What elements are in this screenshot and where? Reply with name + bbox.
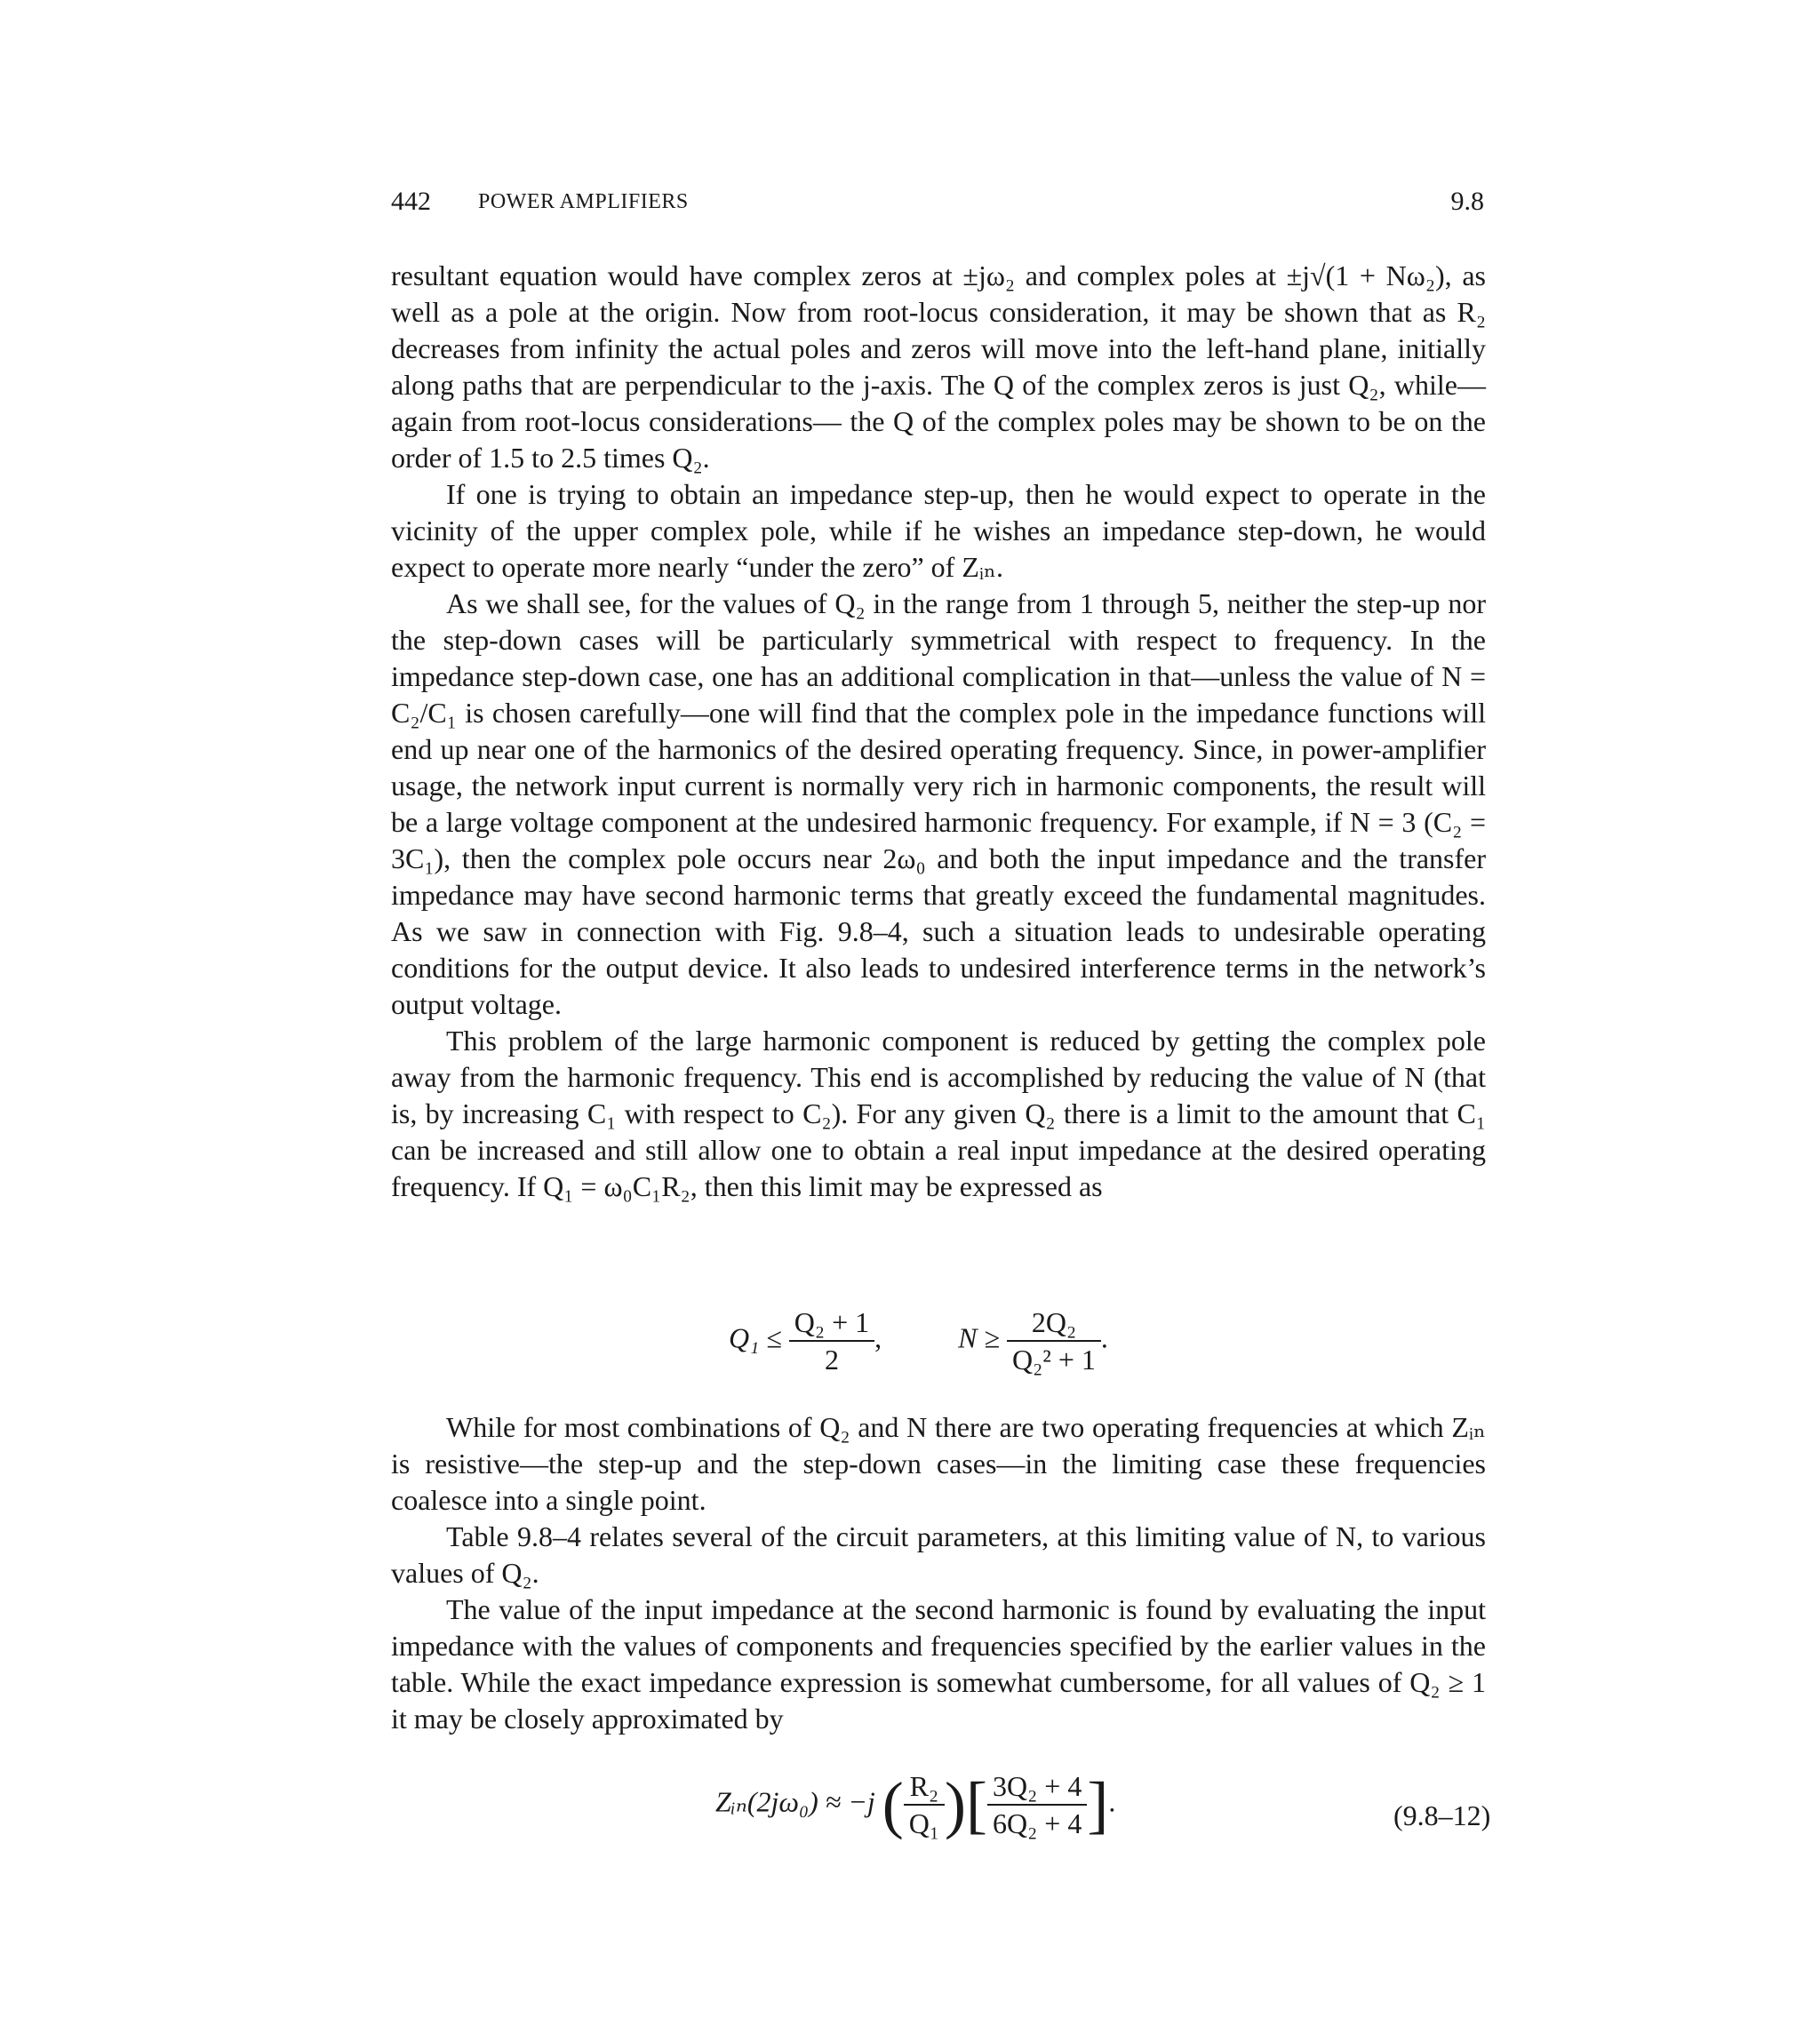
paren-open-icon: ( — [882, 1769, 904, 1840]
fraction-numerator: Q₂ + 1 — [789, 1304, 874, 1342]
paragraph-2: If one is trying to obtain an impedance step-up, then he would expect to operate in the vicinity of the upper complex pole, while if he wishes an impedance step-down, he would expect to operate more nearly “under the zero” of Zᵢₙ. — [391, 478, 1486, 583]
paragraph-7: The value of the input impedance at the second harmonic is found by evaluating the input impedance with the values of components and frequencies specified by the earlier values in the table. While the exact impedance expression is somewhat cumbersome, for all values of Q₂ ≥ 1 it may be closely approximated by — [391, 1593, 1486, 1735]
eq-zin-end: . — [1108, 1785, 1116, 1818]
eq-lhs-n: N ≥ — [958, 1321, 1001, 1354]
fraction-numerator: R₂ — [904, 1768, 945, 1806]
equation-zin — [715, 1768, 1177, 1866]
eq-lhs-q1: Q₁ ≤ — [729, 1321, 782, 1354]
fraction-denominator: Q₁ — [908, 1807, 940, 1839]
paren-close-icon: ) — [945, 1769, 967, 1840]
fraction-q1 — [789, 1304, 874, 1377]
equation-limit — [729, 1304, 1262, 1402]
equation-number: (9.8–12) — [1393, 1799, 1491, 1831]
paragraph-6: Table 9.8–4 relates several of the circuit parameters, at this limiting value of N, to various values of Q₂. — [391, 1520, 1486, 1589]
body-text-2 — [391, 1409, 1486, 1737]
fraction-denominator: 2 — [824, 1344, 839, 1376]
paragraph-1: resultant equation would have complex zeros at ±jω₂ and complex poles at ±j√(1 + Nω₂), as well as a pole at the origin. Now from root-locus consideration, it may be shown that as R₂ decreases from infinity the actual poles and zeros will move into the left-hand plane, initially along paths that are perpendicular to the j-axis. The Q of the complex zeros is just Q₂, while—again from root-locus considerations— the Q of the complex poles may be shown to be on the order of 1.5 to 2.5 times Q₂. — [391, 259, 1486, 474]
paragraph-4: This problem of the large harmonic component is reduced by getting the complex pole away from the harmonic frequency. This end is accomplished by reducing the value of N (that is, by increasing C₁ with respect to C₂). For any given Q₂ there is a limit to the amount that C₁ can be increased and still allow one to obtain a real input impedance at the desired operating frequency. If Q₁ = ω₀C₁R₂, then this limit may be expressed as — [391, 1025, 1486, 1202]
fraction-denominator: Q₂² + 1 — [1012, 1344, 1096, 1376]
fraction-numerator: 2Q₂ — [1007, 1304, 1101, 1342]
fraction-denominator: 6Q₂ + 4 — [993, 1807, 1082, 1839]
fraction-q2 — [987, 1768, 1087, 1841]
bracket-open-icon: [ — [966, 1769, 988, 1840]
fraction-numerator: 3Q₂ + 4 — [987, 1768, 1087, 1806]
eq-zin-lhs: Zᵢₙ(2jω₀) ≈ −j — [715, 1785, 875, 1818]
fraction-n — [1007, 1304, 1101, 1377]
section-number: 9.8 — [1450, 187, 1484, 216]
page-number: 442 — [391, 187, 431, 216]
bracket-close-icon: ] — [1087, 1769, 1109, 1840]
page-header — [391, 187, 1484, 222]
body-text — [391, 258, 1486, 1205]
fraction-r2-q1 — [904, 1768, 945, 1841]
eq-separator: , — [874, 1321, 882, 1354]
running-title: POWER AMPLIFIERS — [478, 190, 689, 213]
paragraph-5: While for most combinations of Q₂ and N there are two operating frequencies at which Zᵢₙ is resistive—the step-up and the step-down cases—in the limiting case these frequencies coalesce into a single point. — [391, 1411, 1486, 1516]
eq-end: . — [1100, 1321, 1108, 1354]
paragraph-3: As we shall see, for the values of Q₂ in the range from 1 through 5, neither the step-up nor the step-down cases will be particularly symmetrical with respect to frequency. In the impedance step-down case, one has an additional complication in that—unless the value of N = C₂/C₁ is chosen carefully—one will find that the complex pole in the impedance functions will end up near one of the harmonics of the desired operating frequency. Since, in power-amplifier usage, the network input current is normally very rich in harmonic components, the result will be a large voltage component at the undesired harmonic frequency. For example, if N = 3 (C₂ = 3C₁), then the complex pole occurs near 2ω₀ and both the input impedance and the transfer impedance may have second harmonic terms that greatly exceed the fundamental magnitudes. As we saw in connection with Fig. 9.8–4, such a situation leads to undesirable operating conditions for the output device. It also leads to undesired interference terms in the network’s output voltage. — [391, 587, 1486, 1020]
